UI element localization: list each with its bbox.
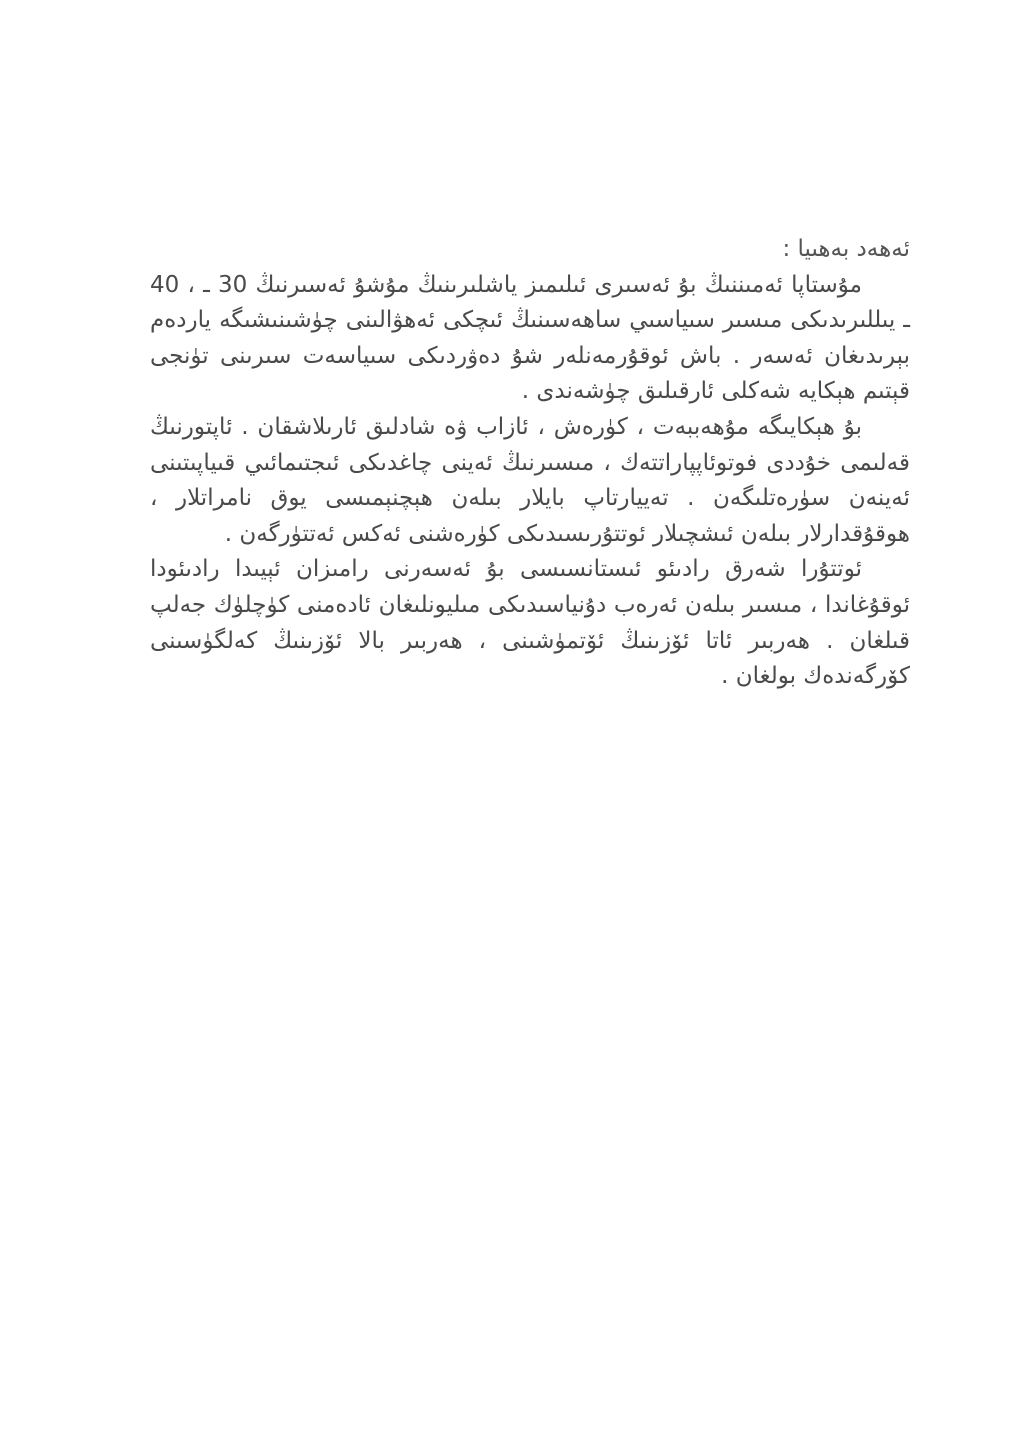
paragraph-2: بۇ ھېكايىگە مۇھەببەت ، كۈرەش ، ئازاب ۋە شادلىق ئارىلاشقان . ئاپتورنىڭ قەلىمى خۇددى فوتوئاپپاراتتەك ، مىسىرنىڭ ئەينى چاغدىكى ئىجتىمائىي قىياپىتىنى ئەينەن سۈرەتلىگەن . تەييارتاپ بايلار بىلەن ھېچنېمىسى يوق نامراتلار ، ھوقۇقدارلار بىلەن ئىشچىلار ئوتتۇرىسىدىكى كۈرەشنى ئەكس ئەتتۈرگەن . (150, 413, 910, 547)
text-block (150, 232, 910, 695)
paragraph-1: مۇستاپا ئەمىننىڭ بۇ ئەسىرى ئىلىمىز ياشلىرىنىڭ مۇشۇ ئەسىرنىڭ 30 ـ ، 40 ـ يىللىرىدىكى مىسىر سىياسىي ساھەسىنىڭ ئىچكى ئەھۋالىنى چۈشىنىشىگە ياردەم بېرىدىغان ئەسەر . باش ئوقۇرمەنلەر شۇ دەۋردىكى سىياسەت سىرىنى تۈنجى قېتىم ھېكايە شەكلى ئارقىلىق چۈشەندى . (150, 271, 910, 405)
paragraph-3: ئوتتۇرا شەرق رادىئو ئىستانسىسى بۇ ئەسەرنى رامىزان ئېيىدا رادىئودا ئوقۇغاندا ، مىسىر بىلەن ئەرەب دۇنياسىدىكى مىليونلىغان ئادەمنى كۈچلۈك جەلپ قىلغان . ھەربىر ئاتا ئۆزىنىڭ ئۆتمۈشىنى ، ھەربىر بالا ئۆزىنىڭ كەلگۈسىنى كۆرگەندەك بولغان . (150, 556, 910, 690)
author-heading: ئەھەد بەھىيا : (782, 236, 910, 262)
